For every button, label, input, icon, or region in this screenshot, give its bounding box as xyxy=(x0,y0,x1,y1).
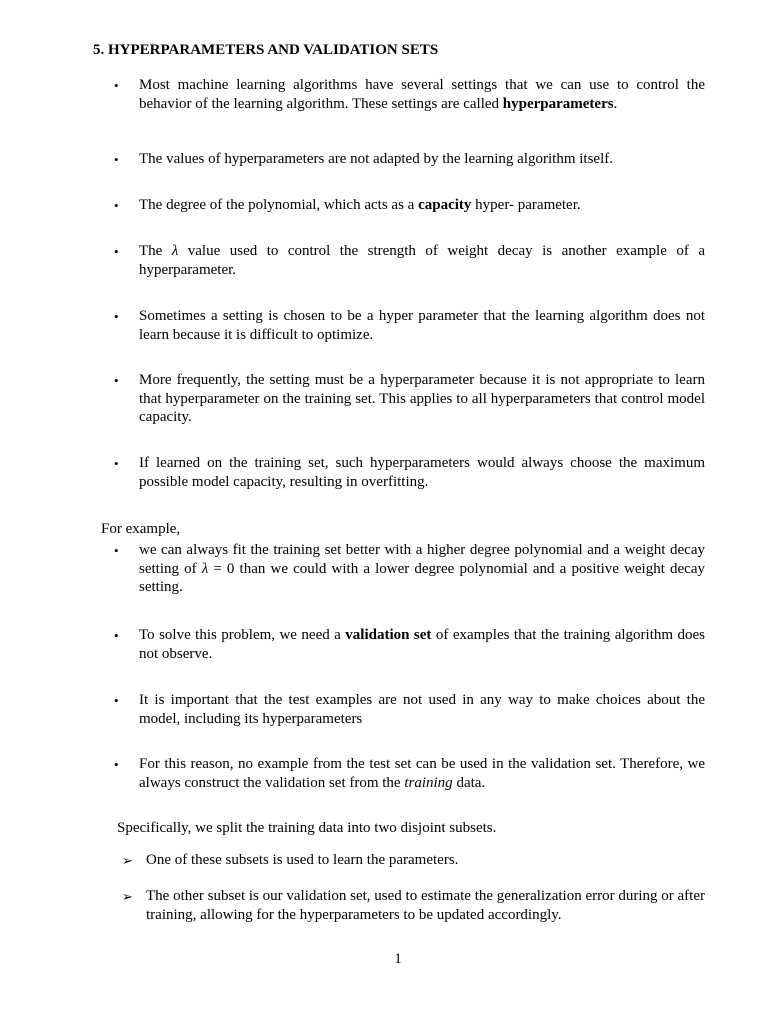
bullet-text: Most machine learning algorithms have several settings that we can use to control the behavior of the learning algorithm. These settings are called hyperparameters. xyxy=(139,77,705,112)
section-heading: 5. HYPERPARAMETERS AND VALIDATION SETS xyxy=(93,42,439,58)
bullet-text: The degree of the polynomial, which acts as a capacity hyper- parameter. xyxy=(139,197,581,213)
bullet-text: It is important that the test examples are not used in any way to make choices about the model, including its hyperparameters xyxy=(139,692,705,727)
bullet-text: If learned on the training set, such hyperparameters would always choose the maximum possible model capacity, resulting in overfitting. xyxy=(139,455,705,490)
bullet-icon: • xyxy=(114,309,119,324)
bullet-icon: • xyxy=(114,456,119,471)
page-number: 1 xyxy=(394,951,402,967)
bullet-text: The λ value used to control the strength of weight decay is another example of a hyperparameter. xyxy=(139,243,705,278)
arrow-bullet-icon: ➢ xyxy=(122,853,133,868)
bullet-icon: • xyxy=(114,543,119,558)
arrow-item-text: One of these subsets is used to learn the parameters. xyxy=(146,852,459,868)
arrow-bullet-icon: ➢ xyxy=(122,889,133,904)
specifically-paragraph: Specifically, we split the training data into two disjoint subsets. xyxy=(117,820,497,836)
arrow-item-text: The other subset is our validation set, used to estimate the generalization error during or after training, allowing for the hyperparameters to be updated accordingly. xyxy=(146,888,705,923)
bullet-text: More frequently, the setting must be a hyperparameter because it is not appropriate to learn that hyperparameter on the training set. This applies to all hyperparameters that control model capacity. xyxy=(139,372,705,425)
bullet-icon: • xyxy=(114,152,119,167)
bullet-text: To solve this problem, we need a validation set of examples that the training algorithm does not observe. xyxy=(139,627,705,662)
bullet-icon: • xyxy=(114,757,119,772)
bullet-text: we can always fit the training set better with a higher degree polynomial and a weight decay setting of λ = 0 than we could with a lower degree polynomial and a positive weight decay setting. xyxy=(139,542,705,595)
for-example-label: For example, xyxy=(101,521,181,537)
bullet-text: For this reason, no example from the test set can be used in the validation set. Therefore, we always construct the validation set from the training data. xyxy=(139,756,705,791)
bullet-icon: • xyxy=(114,78,119,93)
bullet-text: The values of hyperparameters are not adapted by the learning algorithm itself. xyxy=(139,151,613,167)
bullet-icon: • xyxy=(114,198,119,213)
bullet-icon: • xyxy=(114,628,119,643)
bullet-icon: • xyxy=(114,244,119,259)
bullet-icon: • xyxy=(114,373,119,388)
bullet-icon: • xyxy=(114,693,119,708)
bullet-text: Sometimes a setting is chosen to be a hyper parameter that the learning algorithm does not learn because it is difficult to optimize. xyxy=(139,308,705,343)
